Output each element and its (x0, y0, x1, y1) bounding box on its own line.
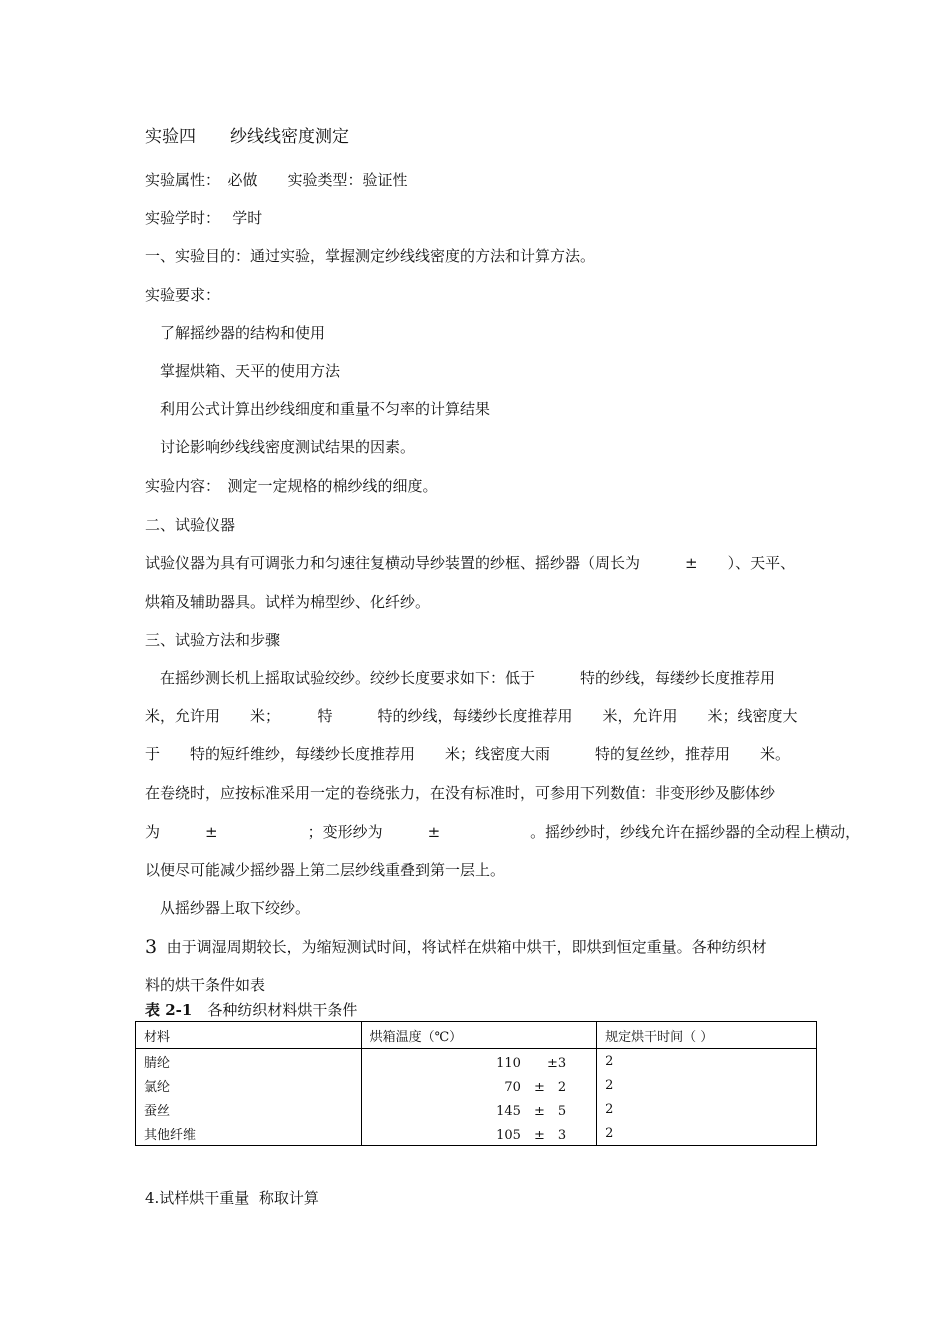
table-cell: 105 ± 3 (361, 1121, 597, 1146)
table-cell: 2 (597, 1049, 817, 1074)
column-header-temperature: 烘箱温度（℃） (361, 1022, 597, 1049)
method-paragraph-line: 在卷绕时，应按标准采用一定的卷绕张力，在没有标准时，可参用下列数值：非变形纱及膨体纱 (145, 784, 776, 802)
instruments-line: 烘箱及辅助器具。试样为棉型纱、化纤纱。 (145, 593, 431, 611)
requirement-item: 讨论影响纱线线密度测试结果的因素。 (160, 438, 416, 456)
table-caption (145, 1000, 357, 1020)
experiment-hours: 实验学时： 学时 (145, 209, 263, 227)
drying-conditions-table (135, 1021, 817, 1146)
table-caption-number: 表 2-1 (145, 1001, 193, 1019)
requirement-item: 利用公式计算出纱线细度和重量不匀率的计算结果 (160, 400, 491, 418)
column-header-material: 材料 (136, 1022, 362, 1049)
requirement-item: 了解摇纱器的结构和使用 (160, 324, 326, 342)
method-step-3-continued: 料的烘干条件如表 (145, 976, 266, 994)
table-row (136, 1121, 817, 1146)
method-paragraph-line: 米，允许用 米； 特 特的纱线，每缕纱长度推荐用 米，允许用 米；线密度大 (145, 707, 798, 725)
table-header-row (136, 1022, 817, 1049)
instruments-line: 试验仪器为具有可调张力和匀速往复横动导纱装置的纱框、摇纱器（周长为 ± ）、天平、 (145, 554, 796, 572)
table-row (136, 1049, 817, 1074)
step-3-text: 由于调湿周期较长，为缩短测试时间，将试样在烘箱中烘干，即烘到恒定重量。各种纺织材 (166, 938, 767, 956)
requirements-label: 实验要求： (145, 286, 221, 304)
method-paragraph-line: 在摇纱测长机上摇取试验绞纱。绞纱长度要求如下：低于 特的纱线，每缕纱长度推荐用 (160, 669, 776, 687)
table-cell: 蚕丝 (136, 1097, 362, 1121)
table-row (136, 1097, 817, 1121)
column-header-time: 规定烘干时间（ ） (597, 1022, 817, 1049)
method-paragraph-line: 为 ± ；变形纱为 ± 。摇纱纱时，纱线允许在摇纱器的全动程上横动， (145, 823, 861, 841)
page-title: 实验四 纱线线密度测定 (145, 127, 349, 147)
table-cell: 氯纶 (136, 1073, 362, 1097)
method-step-2: 从摇纱器上取下绞纱。 (160, 899, 311, 917)
table-cell: 2 (597, 1073, 817, 1097)
step-4-line: 4.试样烘干重量 称取计算 (145, 1189, 319, 1207)
experiment-content: 实验内容： 测定一定规格的棉纱线的细度。 (145, 477, 438, 495)
requirement-item: 掌握烘箱、天平的使用方法 (160, 362, 341, 380)
method-paragraph-line: 于 特的短纤维纱，每缕纱长度推荐用 米；线密度大雨 特的复丝纱，推荐用 米。 (145, 745, 791, 763)
table-row (136, 1073, 817, 1097)
method-step-3 (145, 937, 767, 957)
method-paragraph-line: 以便尽可能减少摇纱器上第二层纱线重叠到第一层上。 (145, 861, 506, 879)
section-heading-instruments: 二、试验仪器 (145, 516, 236, 534)
table-cell: 70 ± 2 (361, 1073, 597, 1097)
table-caption-text: 各种纺织材料烘干条件 (192, 1001, 358, 1019)
table-cell: 2 (597, 1097, 817, 1121)
section-heading-methods: 三、试验方法和步骤 (145, 631, 281, 649)
purpose-line: 一、实验目的：通过实验，掌握测定纱线线密度的方法和计算方法。 (145, 247, 596, 265)
table-cell: 其他纤维 (136, 1121, 362, 1146)
table-cell: 110 ±3 (361, 1049, 597, 1074)
experiment-attributes: 实验属性： 必做 实验类型：验证性 (145, 171, 408, 189)
table-cell: 2 (597, 1121, 817, 1146)
table-cell: 145 ± 5 (361, 1097, 597, 1121)
step-number: 3 (145, 936, 158, 958)
table-cell: 腈纶 (136, 1049, 362, 1074)
